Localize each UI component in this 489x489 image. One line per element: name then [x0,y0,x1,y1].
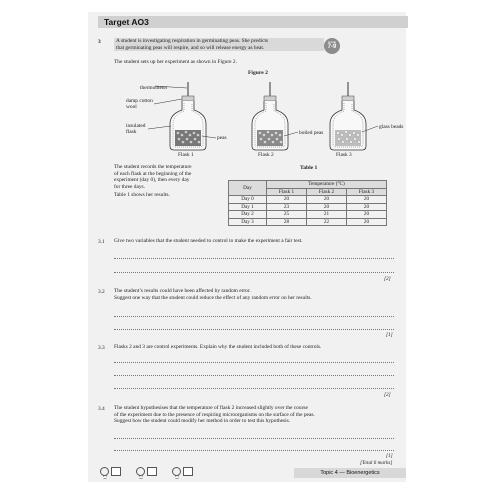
part-3-3-text: Flasks 2 and 3 are control experiments. Explain why the student included both of these controls. [114,344,322,350]
self-assess-box-neutral[interactable] [147,467,157,476]
neutral-face-icon [136,467,145,476]
part-3-1-text: Give two variables that the student needed to control to make the experiment a fair test. [114,238,303,244]
grade-value: 7-9 [327,44,337,50]
table-row [229,203,387,211]
table-header-flask: Flask 1 [267,188,307,196]
answer-line[interactable] [114,388,394,389]
table-cell: 20 [347,218,387,226]
table-title: Table 1 [300,165,318,171]
table-cell: Day 2 [229,211,267,219]
answer-line[interactable] [114,362,394,363]
part-line: Suggest how the student could modify her method in order to test this hypothesis. [114,418,291,425]
flask-2-name: Flask 2 [258,152,274,158]
table-cell: 20 [347,203,387,211]
answer-line[interactable] [114,272,394,273]
part-number: 3.3 [98,345,105,351]
answer-line[interactable] [114,258,394,259]
sad-face-icon [100,467,109,476]
part-number: 3.1 [98,239,105,245]
question-intro [114,38,324,51]
answer-line[interactable] [114,329,394,330]
flask-1-name: Flask 1 [178,152,194,158]
record-line: experiment (day 0), then every day [114,177,190,184]
section-header-bar [98,16,408,28]
part-number: 3.2 [98,289,105,295]
self-assess-box-sad[interactable] [111,467,121,476]
table-cell: 20 [267,196,307,204]
intro-line: A student is investigating respiration in germinating peas. She predicts [116,38,269,44]
part-line: The student’s results could have been affected by random error. [114,288,251,294]
figure-title: Figure 2 [248,70,268,76]
label-insulated: insulated [126,123,146,129]
worksheet-page [88,12,406,482]
page-footer [88,462,406,482]
results-table [228,180,387,226]
question-number: 3 [98,39,101,45]
label-glass-beads: glass beads [379,124,404,130]
section-title: Target AO3 [104,17,149,27]
table-cell: Day 0 [229,196,267,204]
record-text [114,164,224,190]
marks-3-2: [1] [386,332,393,338]
setup-text: The student sets up her experiment as shown in Figure 2. [114,59,237,65]
table-cell: 23 [267,203,307,211]
answer-line[interactable] [114,438,394,439]
table-cell: 25 [267,211,307,219]
label-boiled-peas: boiled peas [299,130,324,136]
table-cell: Day 1 [229,203,267,211]
label-thermometer: thermometer [140,85,168,91]
table-cell: 21 [307,211,347,219]
grade-label: Grade [327,40,337,44]
part-3-4-text [114,405,404,425]
table-cell: 20 [307,203,347,211]
part-number: 3.4 [98,406,105,412]
total-marks: [Total 6 marks] [360,460,393,466]
flask-3-drawing [330,82,378,150]
answer-line[interactable] [114,450,394,451]
label-wool: wool [126,104,137,110]
part-line: of the experiment due to the presence of respiring microorganisms on the surface of the peas. [114,411,315,418]
marks-3-1: [2] [384,276,391,282]
label-damp-cotton: damp cotton [126,98,153,104]
table-reference: Table 1 shows her results. [114,192,170,198]
label-flask: flask [126,129,137,135]
table-row [229,211,387,219]
record-line: The student records the temperature [114,164,192,170]
intro-line: that germinating peas will respire, and so will release energy as heat. [116,44,265,51]
table-row [229,196,387,204]
table-cell: 20 [347,196,387,204]
table-header-flask: Flask 2 [307,188,347,196]
answer-line[interactable] [114,375,394,376]
table-header-temperature: Temperature (°C) [267,181,387,189]
marks-3-3: [2] [384,392,391,398]
table-header-day: Day [229,181,267,196]
table-cell: 28 [267,218,307,226]
part-3-2-text [114,288,404,301]
part-line: The student hypothesises that the temperature of flask 2 increased slightly over the course [114,405,308,411]
record-line: for three days. [114,183,145,190]
flask-1-drawing [148,82,216,150]
happy-face-icon [172,467,181,476]
part-line: Suggest one way that the student could reduce the effect of any random error on her results. [114,294,312,301]
table-cell: 20 [347,211,387,219]
marks-3-4: [1] [386,453,393,459]
flask-2-drawing [252,82,298,150]
grade-badge [324,38,340,54]
answer-line[interactable] [114,316,394,317]
flask-3-name: Flask 3 [336,152,352,158]
table-header-flask: Flask 3 [347,188,387,196]
table-cell: Day 3 [229,218,267,226]
table-cell: 20 [307,196,347,204]
table-cell: 22 [307,218,347,226]
label-peas: peas [217,135,227,141]
topic-label: Topic 4 — Bioenergetics [294,468,406,478]
self-assess-box-happy[interactable] [183,467,193,476]
record-line: of each flask at the beginning of the [114,170,192,177]
table-row [229,218,387,226]
